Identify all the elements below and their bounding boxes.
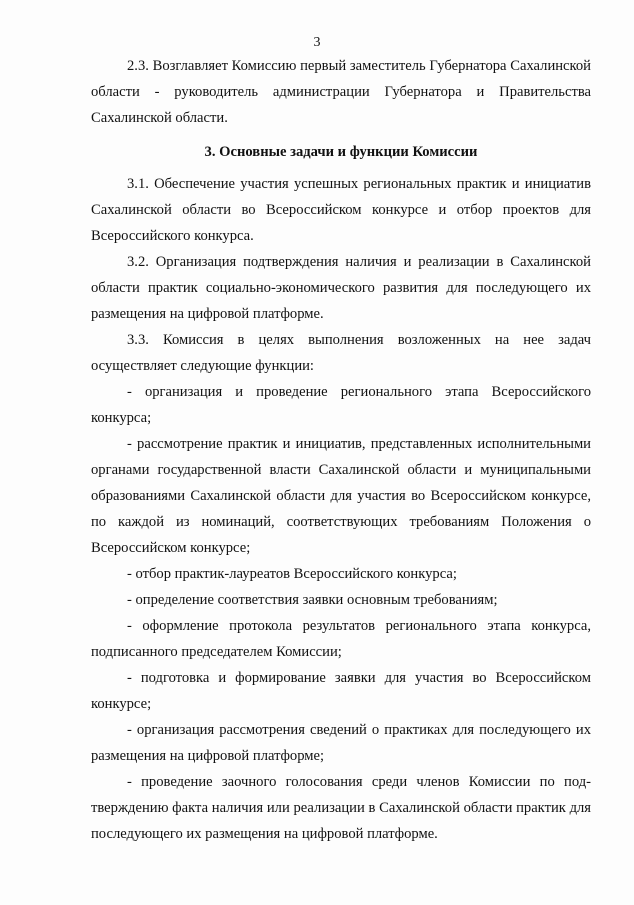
function-item: - определение соответствия заявки основным требованиям; <box>127 592 498 608</box>
document-body <box>91 53 591 847</box>
function-item: - организация и проведение регионального этапа Всероссийского конкурса; <box>91 384 591 426</box>
function-item: - проведение заочного голосования среди членов Комиссии по подтверждению факта наличия или реализации в Сахалинской области практик для последующего их размещения на цифровой платформе. <box>91 774 591 842</box>
paragraph-3-3: 3.3. Комиссия в целях выполнения возложенных на нее задач осуществляет следующие функции: <box>91 332 591 374</box>
paragraph-2-3: 2.3. Возглавляет Комиссию первый заместитель Губернатора Сахалинской области - руководитель администрации Губернатора и Правительства Сахалинской области. <box>91 58 591 126</box>
page-number: 3 <box>313 35 321 50</box>
paragraph-3-2: 3.2. Организация подтверждения наличия и реализации в Сахалинской области практик социально-экономического развития для последующего их размещения на цифровой платформе. <box>91 254 591 322</box>
function-item: - подготовка и формирование заявки для участия во Всероссийском конкурсе; <box>91 670 591 712</box>
function-item: - отбор практик-лауреатов Всероссийского конкурса; <box>127 566 457 582</box>
function-item: - организация рассмотрения сведений о практиках для последующего их размещения на цифровой платформе; <box>91 722 591 764</box>
function-item: - оформление протокола результатов регионального этапа конкурса, подписанного председателем Комиссии; <box>91 618 591 660</box>
section-heading: 3. Основные задачи и функции Комиссии <box>204 144 478 160</box>
function-item: - рассмотрение практик и инициатив, представленных исполнительными органами государственной власти Сахалинской области и муниципальными образованиями Сахалинской области для участия во Всероссийском конкурсе, по каждой из номинаций, соответствующих требованиям Положения о Всероссийском конкурсе; <box>91 436 591 556</box>
paragraph-3-1: 3.1. Обеспечение участия успешных региональных практик и инициатив Сахалинской области во Всероссийском конкурсе и отбор проектов для Всероссийского конкурса. <box>91 176 591 244</box>
